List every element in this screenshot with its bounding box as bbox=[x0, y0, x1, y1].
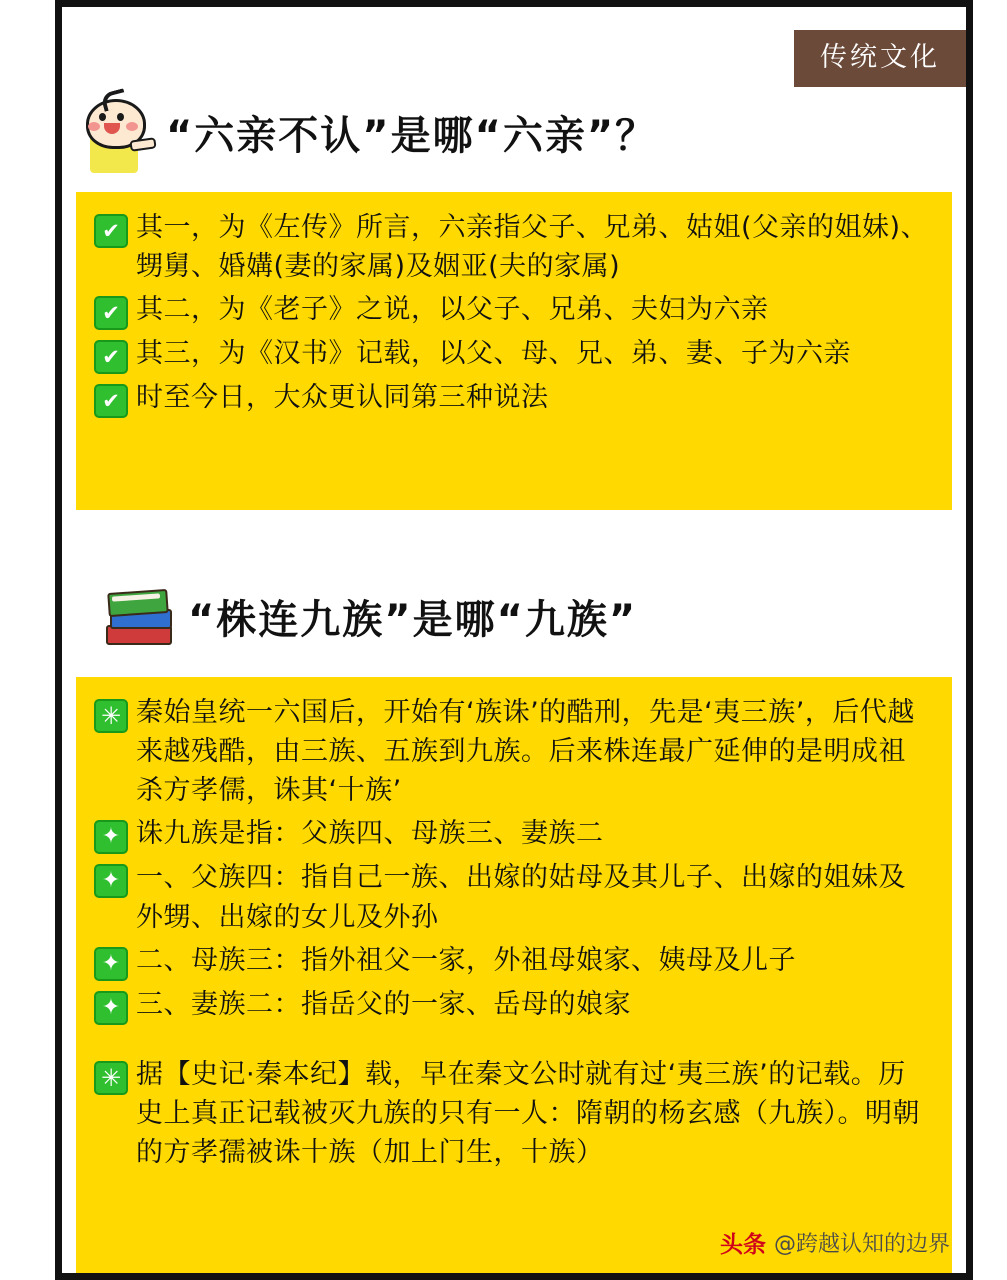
list-item-text: 秦始皇统一六国后，开始有‘族诛’的酷刑，先是‘夷三族’，后代越来越残酷，由三族、五族到九族。后来株连最广延伸的是明成祖杀方孝儒，诛其‘十族’ bbox=[136, 697, 915, 807]
category-badge: 传统文化 bbox=[794, 30, 966, 87]
list-item-text: 诛九族是指：父族四、母族三、妻族二 bbox=[136, 818, 604, 850]
list-item-text: 其二，为《老子》之说，以父子、兄弟、夫妇为六亲 bbox=[136, 294, 769, 326]
section-2-body bbox=[76, 677, 952, 1273]
section-2-title: “株连九族”是哪“九族” bbox=[188, 596, 638, 643]
books-icon bbox=[102, 585, 174, 647]
list-item-text: 据【史记·秦本纪】载，早在秦文公时就有过‘夷三族’的记载。历史上真正记载被灭九族的只有一人：隋朝的杨玄感（九族）。明朝的方孝孺被诛十族（加上门生，十族） bbox=[136, 1058, 920, 1168]
frame-border-bottom bbox=[55, 1273, 973, 1280]
section-1-title: “六亲不认”是哪“六亲”？ bbox=[166, 112, 658, 159]
check-icon: ✔ bbox=[94, 296, 128, 330]
list-item bbox=[94, 208, 930, 286]
list-item bbox=[94, 814, 930, 854]
list-item-text: 其三，为《汉书》记载，以父、母、兄、弟、妻、子为六亲 bbox=[136, 338, 851, 370]
list-item bbox=[94, 334, 930, 374]
frame-border-left bbox=[55, 0, 62, 1280]
section-1-heading bbox=[78, 91, 657, 173]
list-item-text: 时至今日，大众更认同第三种说法 bbox=[136, 382, 549, 414]
spark-icon: ✦ bbox=[94, 864, 128, 898]
asterisk-icon: ✳ bbox=[94, 1061, 128, 1095]
list-item bbox=[94, 693, 930, 810]
poster-content bbox=[62, 7, 966, 1273]
list-item-text: 一、父族四：指自己一族、出嫁的姑母及其儿子、出嫁的姐妹及外甥、出嫁的女儿及外孙 bbox=[136, 862, 906, 933]
section-1-body bbox=[76, 192, 952, 510]
list-item-text: 其一，为《左传》所言，六亲指父子、兄弟、姑姐(父亲的姐妹)、甥舅、婚媾(妻的家属)及姻亚(夫的家属) bbox=[136, 212, 929, 283]
list-item-text: 二、母族三：指外祖父一家，外祖母娘家、姨母及儿子 bbox=[136, 944, 796, 976]
check-icon: ✔ bbox=[94, 340, 128, 374]
section-2-heading bbox=[102, 585, 637, 647]
check-icon: ✔ bbox=[94, 384, 128, 418]
asterisk-icon: ✳ bbox=[94, 699, 128, 733]
spark-icon: ✦ bbox=[94, 820, 128, 854]
spark-icon: ✦ bbox=[94, 991, 128, 1025]
frame-border-right bbox=[966, 0, 973, 1280]
check-icon: ✔ bbox=[94, 214, 128, 248]
list-item bbox=[94, 985, 930, 1025]
baby-face-icon bbox=[78, 91, 152, 173]
list-item bbox=[94, 1055, 930, 1172]
list-item-text: 三、妻族二：指岳父的一家、岳母的娘家 bbox=[136, 988, 631, 1020]
watermark bbox=[720, 1226, 950, 1259]
spark-icon: ✦ bbox=[94, 947, 128, 981]
paragraph-spacer bbox=[94, 1029, 930, 1055]
list-item bbox=[94, 378, 930, 418]
frame-border-top bbox=[55, 0, 973, 7]
watermark-logo: 头条 bbox=[719, 1232, 766, 1258]
list-item bbox=[94, 941, 930, 981]
watermark-account: @跨越认知的边界 bbox=[773, 1232, 950, 1257]
list-item bbox=[94, 290, 930, 330]
list-item bbox=[94, 858, 930, 936]
